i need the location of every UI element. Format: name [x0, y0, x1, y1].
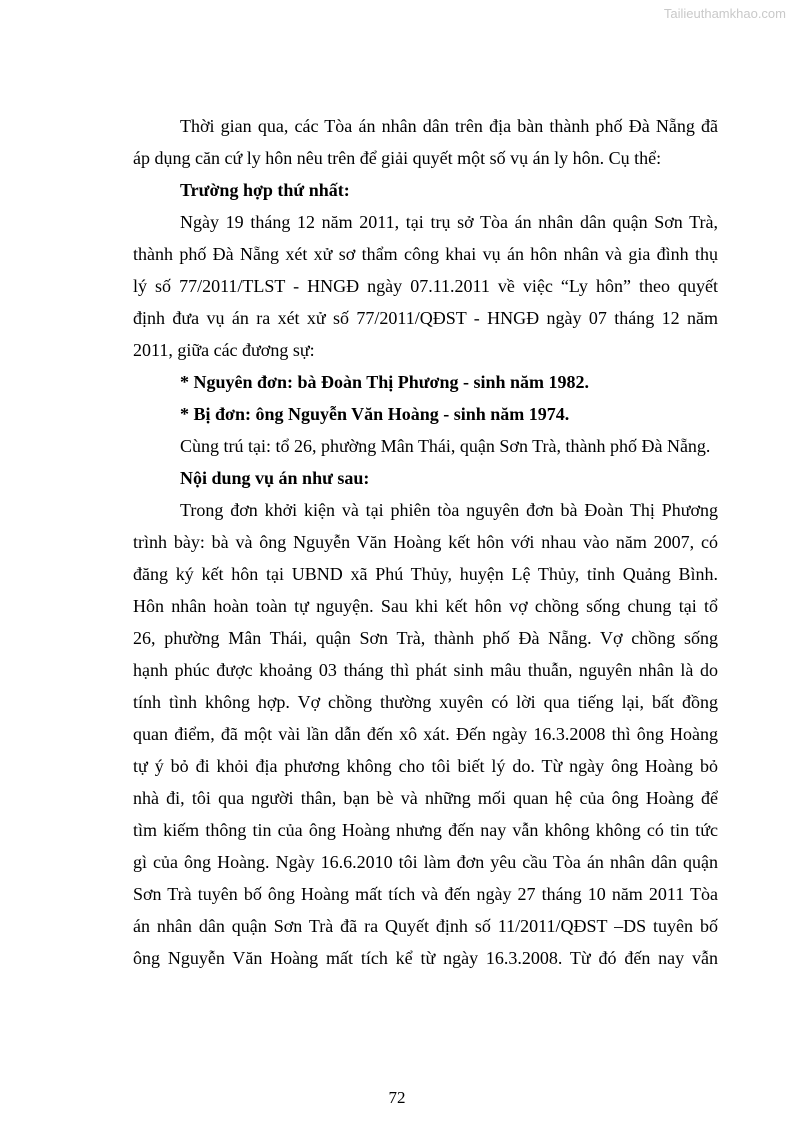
paragraph-line: Thời gian qua, các Tòa án nhân dân trên địa bàn thành phố Đà Nẵng đã	[180, 116, 718, 136]
paragraph-line: định đưa vụ án ra xét xử số 77/2011/QĐST - HNGĐ ngày 07 tháng 12 năm	[133, 308, 718, 328]
paragraph-line: 26, phường Mân Thái, quận Sơn Trà, thành phố Đà Nẵng. Vợ chồng sống	[133, 628, 718, 648]
watermark: Tailieuthamkhao.com	[663, 6, 786, 21]
paragraph-line: án nhân dân quận Sơn Trà đã ra Quyết định số 11/2011/QĐST –DS tuyên bố	[133, 916, 718, 936]
paragraph-line: thành phố Đà Nẵng xét xử sơ thẩm công khai vụ án hôn nhân và gia đình thụ	[133, 244, 718, 264]
paragraph-line: hạnh phúc được khoảng 03 tháng thì phát sinh mâu thuẫn, nguyên nhân là do	[133, 660, 718, 680]
paragraph-line: ông Nguyễn Văn Hoàng mất tích kể từ ngày 16.3.2008. Từ đó đến nay vẫn	[133, 948, 718, 968]
paragraph-line: nhà đi, tôi qua người thân, bạn bè và những mối quan hệ của ông Hoàng để	[133, 788, 718, 808]
paragraph-line: tự ý bỏ đi khỏi địa phương không cho tôi biết lý do. Từ ngày ông Hoàng bỏ	[133, 756, 718, 776]
paragraph-line: Sơn Trà tuyên bố ông Hoàng mất tích và đến ngày 27 tháng 10 năm 2011 Tòa	[133, 884, 718, 904]
section-heading: Nội dung vụ án như sau:	[180, 468, 370, 488]
paragraph-line: Ngày 19 tháng 12 năm 2011, tại trụ sở Tòa án nhân dân quận Sơn Trà,	[180, 212, 718, 232]
paragraph-line: đăng ký kết hôn tại UBND xã Phú Thủy, huyện Lệ Thủy, tỉnh Quảng Bình.	[133, 564, 718, 584]
paragraph-line: Hôn nhân hoàn toàn tự nguyện. Sau khi kết hôn vợ chồng sống chung tại tổ	[133, 596, 718, 616]
defendant-line: * Bị đơn: ông Nguyễn Văn Hoàng - sinh năm 1974.	[180, 404, 570, 424]
paragraph-line: áp dụng căn cứ ly hôn nêu trên để giải quyết một số vụ án ly hôn. Cụ thể:	[133, 148, 662, 168]
document-body	[133, 110, 718, 974]
paragraph-line: gì của ông Hoàng. Ngày 16.6.2010 tôi làm đơn yêu cầu Tòa án nhân dân quận	[133, 852, 718, 872]
paragraph-line: trình bày: bà và ông Nguyễn Văn Hoàng kết hôn với nhau vào năm 2007, có	[133, 532, 718, 552]
paragraph-line: quan điểm, đã một vài lần dẫn đến xô xát. Đến ngày 16.3.2008 thì ông Hoàng	[133, 724, 718, 744]
paragraph-line: tìm kiếm thông tin của ông Hoàng nhưng đến nay vẫn không không có tin tức	[133, 820, 718, 840]
paragraph-line: tính tình không hợp. Vợ chồng thường xuyên có lời qua tiếng lại, bất đồng	[133, 692, 718, 712]
plaintiff-line: * Nguyên đơn: bà Đoàn Thị Phương - sinh năm 1982.	[180, 372, 590, 392]
address-line: Cùng trú tại: tổ 26, phường Mân Thái, quận Sơn Trà, thành phố Đà Nẵng.	[180, 436, 711, 456]
paragraph-line: 2011, giữa các đương sự:	[133, 340, 315, 360]
paragraph-line: Trong đơn khởi kiện và tại phiên tòa nguyên đơn bà Đoàn Thị Phương	[180, 500, 718, 520]
paragraph-line: lý số 77/2011/TLST - HNGĐ ngày 07.11.2011 về việc “Ly hôn” theo quyết	[133, 276, 718, 296]
section-heading: Trường hợp thứ nhất:	[180, 180, 350, 200]
page-number: 72	[388, 1088, 406, 1107]
